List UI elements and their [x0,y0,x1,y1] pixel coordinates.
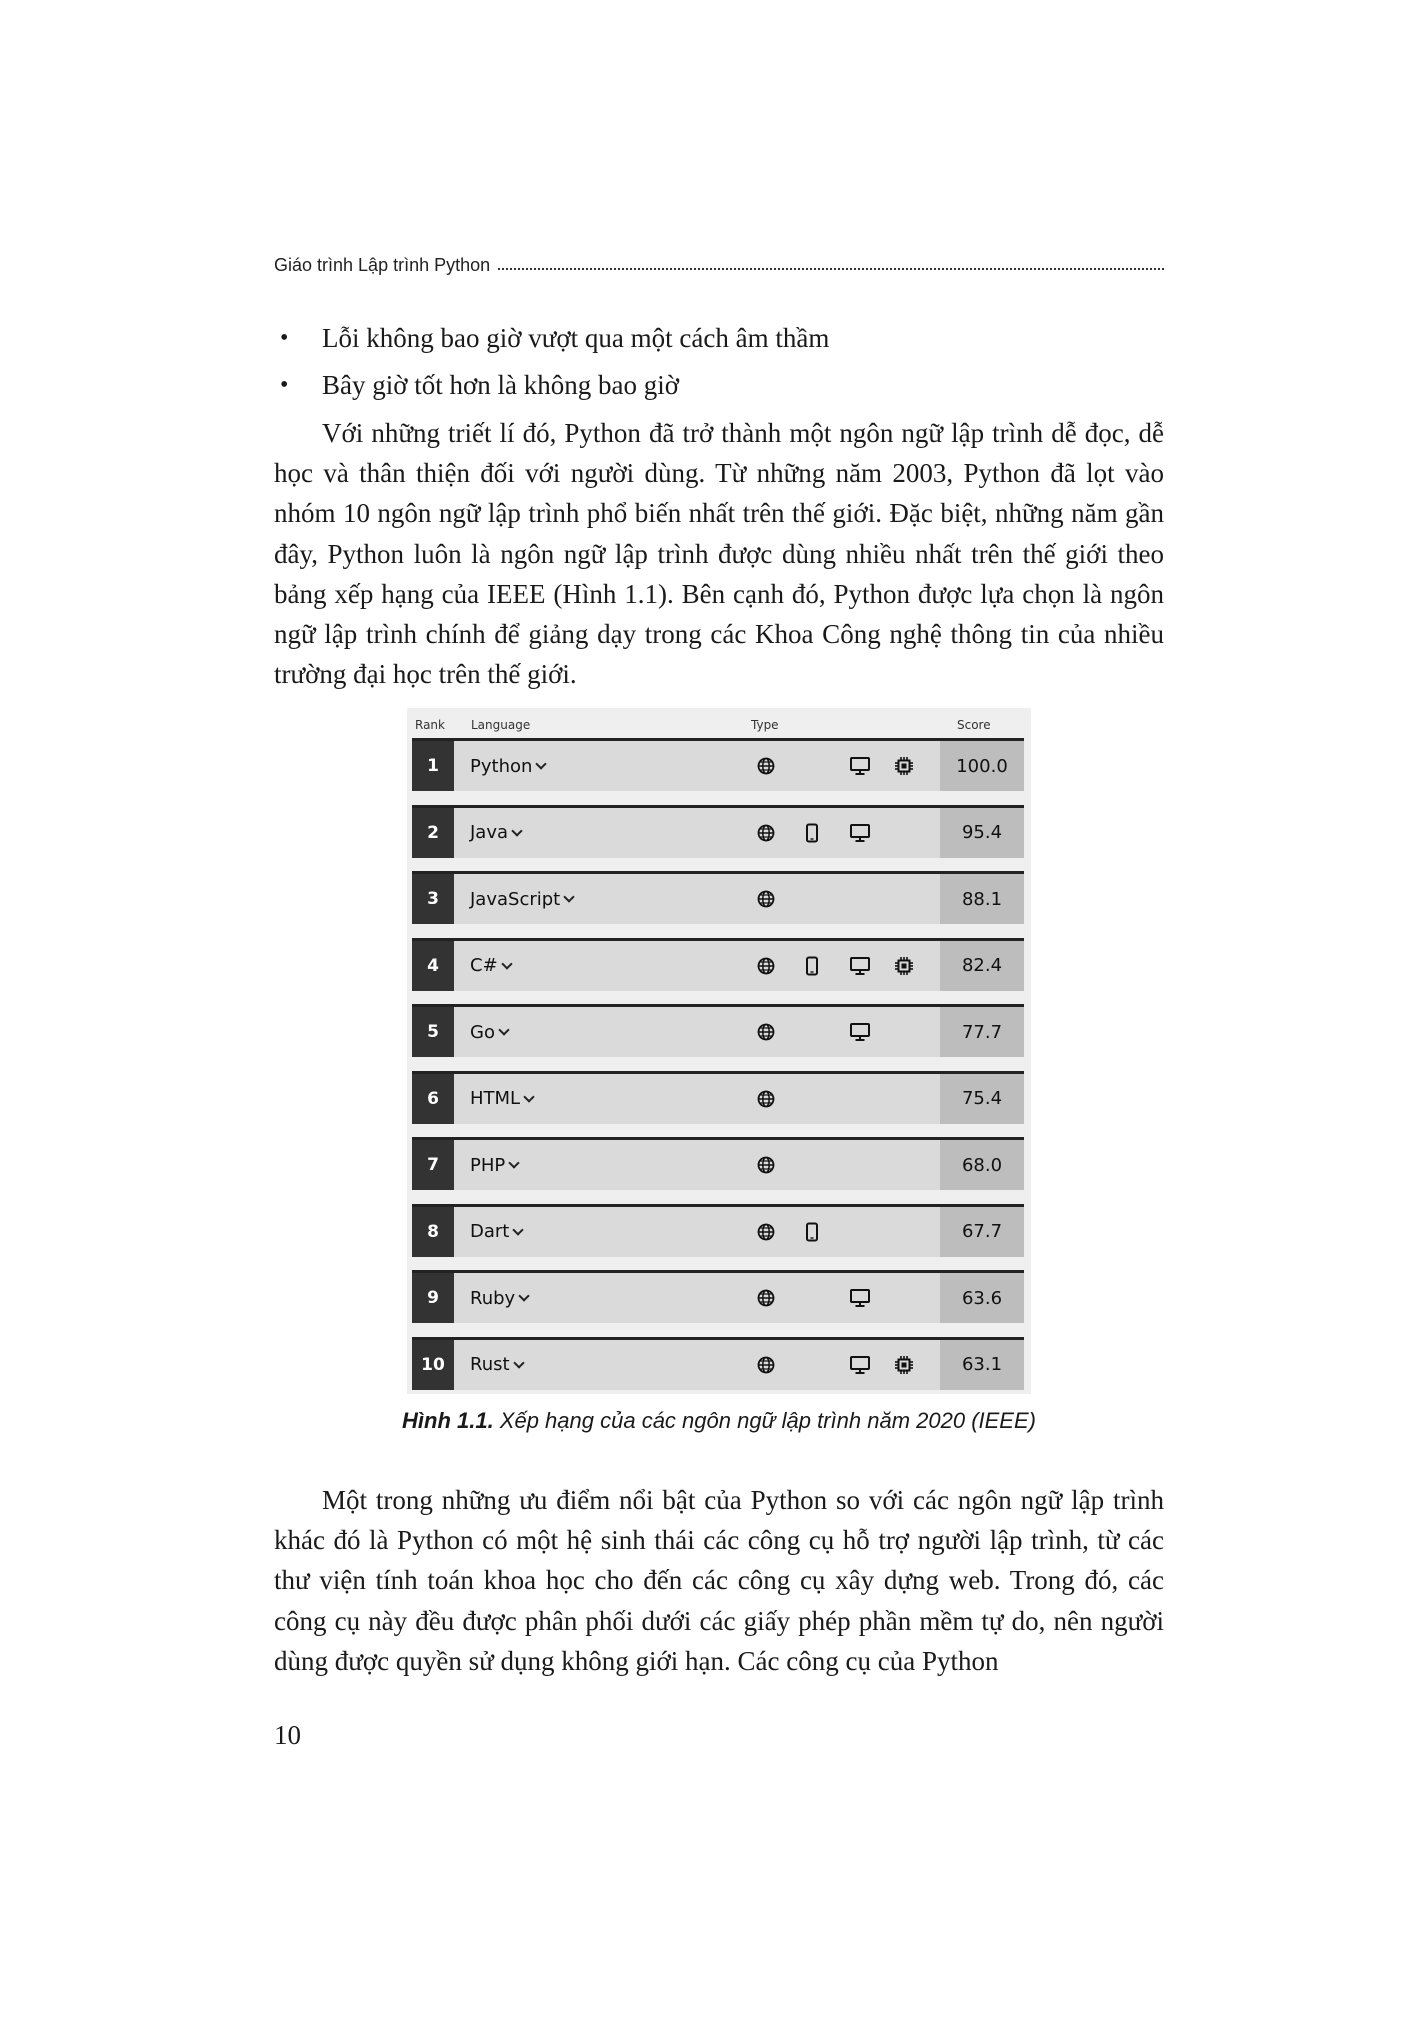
mobile-icon [805,808,819,858]
embedded-icon [894,941,914,991]
rank-cell: 3 [412,874,454,924]
rank-cell: 6 [412,1074,454,1124]
score-cell: 88.1 [940,874,1024,924]
language-name: Java [470,822,509,843]
header-rank: Rank [415,718,445,732]
rank-cell: 4 [412,941,454,991]
chevron-down-icon [523,1091,534,1102]
web-icon [757,1273,775,1323]
language-name: C# [470,955,498,976]
running-header [274,248,1164,276]
score-cell: 67.7 [940,1207,1024,1257]
embedded-icon [894,741,914,791]
bullet-item [274,365,1164,412]
book-title: Giáo trình Lập trình Python [274,255,491,275]
chevron-down-icon [498,1024,509,1035]
language-name: Go [470,1021,495,1043]
language-name: Python [470,755,533,777]
header-type: Type [751,718,779,732]
header-score: Score [957,718,991,732]
score-cell: 100.0 [940,741,1024,791]
rank-cell: 2 [412,808,454,858]
language-name: Dart [470,1221,510,1242]
language-cell[interactable] [470,741,545,791]
ranking-row [412,1270,1024,1323]
ranking-row [412,1137,1024,1190]
ranking-row [412,1004,1024,1057]
language-cell[interactable] [470,808,521,858]
desktop-icon [849,1273,871,1323]
rank-cell: 7 [412,1140,454,1190]
ranking-row [412,1071,1024,1124]
rank-cell: 5 [412,1007,454,1057]
ranking-row [412,805,1024,858]
web-icon [757,874,775,924]
web-icon [757,1340,775,1390]
desktop-icon [849,941,871,991]
chevron-down-icon [513,1357,524,1368]
language-cell[interactable] [470,941,511,991]
header-language: Language [471,718,531,732]
language-cell[interactable] [470,1074,533,1124]
caption-text: Xếp hạng của các ngôn ngữ lập trình năm 2020 (IEEE) [493,1408,1036,1433]
language-ranking-figure [407,708,1031,1394]
chevron-down-icon [511,825,522,836]
bullet-list [274,318,1164,412]
language-name: HTML [470,1088,521,1109]
desktop-icon [849,741,871,791]
score-cell: 82.4 [940,941,1024,991]
chevron-down-icon [536,758,547,769]
desktop-icon [849,1340,871,1390]
score-cell: 95.4 [940,808,1024,858]
rank-cell: 9 [412,1273,454,1323]
figure-caption [274,1408,1164,1434]
score-cell: 63.1 [940,1340,1024,1390]
score-cell: 77.7 [940,1007,1024,1057]
paragraph-1: Với những triết lí đó, Python đã trở thành một ngôn ngữ lập trình dễ đọc, dễ học và thân thiện đối với người dùng. Từ những năm 2003, Python đã lọt vào nhóm 10 ngôn ngữ lập trình phổ biến nhất trên thế giới. Đặc biệt, những năm gần đây, Python luôn là ngôn ngữ lập trình được dùng nhiều nhất trên thế giới theo bảng xếp hạng của IEEE (Hình 1.1). Bên cạnh đó, Python được lựa chọn là ngôn ngữ lập trình chính để giảng dạy trong các Khoa Công nghệ thông tin của nhiều trường đại học trên thế giới. [274,418,1164,690]
ranking-row [412,1204,1024,1257]
ranking-row [412,938,1024,991]
language-name: Rust [470,1354,510,1375]
caption-label: Hình 1.1. [402,1408,494,1433]
bullet-text: Bây giờ tốt hơn là không bao giờ [322,370,680,400]
score-cell: 68.0 [940,1140,1024,1190]
embedded-icon [894,1340,914,1390]
web-icon [757,1140,775,1190]
language-cell[interactable] [470,1207,522,1257]
web-icon [757,808,775,858]
language-name: JavaScript [470,888,561,910]
rank-cell: 8 [412,1207,454,1257]
desktop-icon [849,1007,871,1057]
page-number: 10 [274,1720,301,1750]
language-cell[interactable] [470,874,573,924]
ranking-row [412,738,1024,791]
ranking-row [412,1337,1024,1390]
language-name: Ruby [470,1287,516,1309]
chevron-down-icon [501,958,512,969]
chevron-down-icon [509,1157,520,1168]
desktop-icon [849,808,871,858]
score-cell: 75.4 [940,1074,1024,1124]
language-cell[interactable] [470,1007,508,1057]
bullet-icon: • [280,372,289,398]
web-icon [757,1074,775,1124]
language-name: PHP [470,1154,506,1176]
mobile-icon [805,941,819,991]
chevron-down-icon [519,1290,530,1301]
web-icon [757,941,775,991]
web-icon [757,1007,775,1057]
paragraph-2: Một trong những ưu điểm nổi bật của Python so với các ngôn ngữ lập trình khác đó là Python có một hệ sinh thái các công cụ hỗ trợ người lập trình, từ các thư viện tính toán khoa học cho đến các công cụ xây dựng web. Trong đó, các công cụ này đều được phân phối dưới các giấy phép phần mềm tự do, nên người dùng được quyền sử dụng không giới hạn. Các công cụ của Python [274,1485,1164,1676]
chevron-down-icon [513,1224,524,1235]
score-cell: 63.6 [940,1273,1024,1323]
mobile-icon [805,1207,819,1257]
language-cell[interactable] [470,1140,518,1190]
bullet-text: Lỗi không bao giờ vượt qua một cách âm thầm [322,323,830,353]
rank-cell: 10 [412,1340,454,1390]
web-icon [757,1207,775,1257]
language-cell[interactable] [470,1273,528,1323]
header-dot-leader [498,268,1164,270]
web-icon [757,741,775,791]
bullet-item [274,318,1164,365]
language-cell[interactable] [470,1340,523,1390]
rank-cell: 1 [412,741,454,791]
bullet-icon: • [280,325,289,351]
chevron-down-icon [564,891,575,902]
table-header [407,716,1031,736]
ranking-row [412,871,1024,924]
